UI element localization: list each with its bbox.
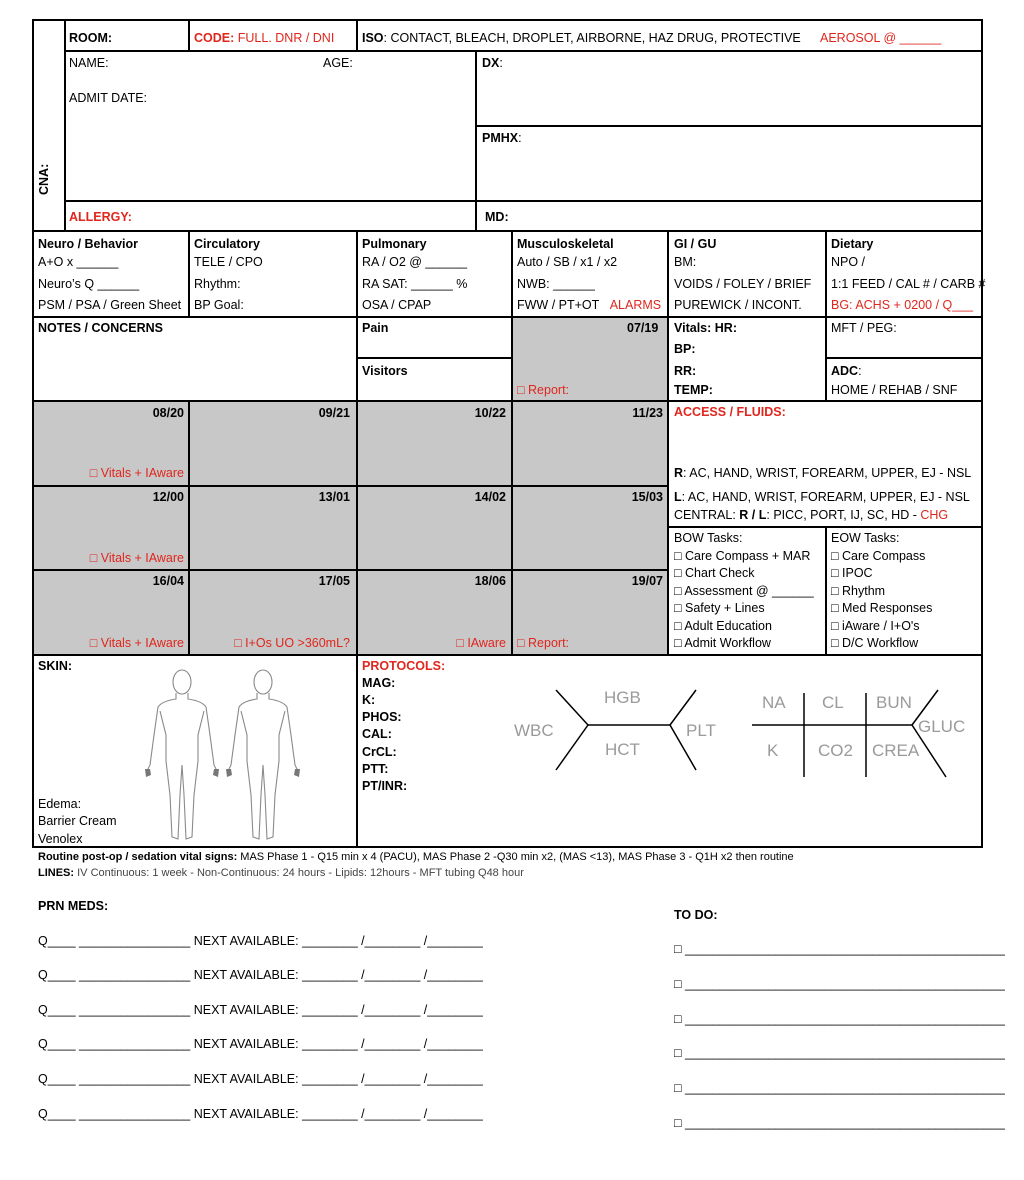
prn-med-row[interactable]: Q____ ________________ NEXT AVAILABLE: ________ /________ /________ [38, 1037, 483, 1051]
code-status: CODE: FULL. DNR / DNI [194, 31, 335, 45]
hgb-label: HGB [604, 688, 641, 707]
wbc-label: WBC [514, 721, 554, 740]
todo-item[interactable]: □ ______________________________________________ [674, 977, 1005, 991]
routine-vitals-note: Routine post-op / sedation vital signs: MAS Phase 1 - Q15 min x 4 (PACU), MAS Phase 2 -Q30 min x2, (MAS <13), MAS Phase 3 - Q1H x2 then routine [38, 851, 794, 863]
age-label: AGE: [323, 56, 353, 70]
eow-task-item: □ Rhythm [831, 583, 886, 598]
time-label: 07/19 [627, 321, 659, 335]
todo-item[interactable]: □ ______________________________________________ [674, 1046, 1005, 1060]
visitors-label: Visitors [362, 364, 408, 378]
protocol-item: K: [362, 693, 376, 707]
pain-label: Pain [362, 321, 389, 335]
todo-item[interactable]: □ ______________________________________________ [674, 1012, 1005, 1026]
prn-med-row[interactable]: Q____ ________________ NEXT AVAILABLE: ________ /________ /________ [38, 1003, 483, 1017]
report-checkbox: □ Report: [517, 383, 570, 397]
report-checkbox: □ Report: [517, 636, 570, 650]
eow-task-item: □ Care Compass [831, 548, 926, 563]
notes-label: NOTES / CONCERNS [38, 321, 164, 335]
aerosol-field: AEROSOL @ ______ [820, 31, 942, 45]
protocol-item: MAG: [362, 676, 396, 690]
bow-task-item: □ Admit Workflow [674, 636, 771, 650]
name-label: NAME: [69, 56, 109, 70]
prn-med-row[interactable]: Q____ ________________ NEXT AVAILABLE: ________ /________ /________ [38, 934, 483, 948]
lines-note: LINES: IV Continuous: 1 week - Non-Continuous: 24 hours - Lipids: 12hours - MFT tubing Q48 hour [38, 867, 524, 879]
mft-label: MFT / PEG: [831, 321, 897, 335]
isolation-precautions: ISO: CONTACT, BLEACH, DROPLET, AIRBORNE, HAZ DRUG, PROTECTIVE [362, 31, 801, 45]
md-label: MD: [485, 210, 509, 224]
skin-label: SKIN: [38, 659, 73, 673]
prn-med-row[interactable]: Q____ ________________ NEXT AVAILABLE: ________ /________ /________ [38, 1072, 483, 1086]
todo-title: TO DO: [674, 908, 718, 922]
protocol-item: PT/INR: [362, 779, 408, 793]
bow-task-item: □ Safety + Lines [674, 601, 765, 615]
bow-task-item: □ Assessment @ ______ [674, 583, 814, 598]
bow-task-item: □ Care Compass + MAR [674, 548, 811, 563]
co2-label: CO2 [818, 741, 853, 760]
edema-label: Edema: [38, 797, 82, 811]
prn-med-row[interactable]: Q____ ________________ NEXT AVAILABLE: ________ /________ /________ [38, 968, 483, 982]
prn-med-row[interactable]: Q____ ________________ NEXT AVAILABLE: ________ /________ /________ [38, 1107, 483, 1121]
cna-label: CNA: [37, 163, 51, 195]
access-central: CENTRAL: R / L: PICC, PORT, IJ, SC, HD - CHG [674, 508, 949, 522]
adc-label: ADC: [831, 364, 862, 378]
eow-task-item: □ Med Responses [831, 601, 933, 615]
protocols-title: PROTOCOLS: [362, 659, 446, 673]
access-right: R: AC, HAND, WRIST, FOREARM, UPPER, EJ - NSL [674, 466, 972, 480]
todo-item[interactable]: □ ______________________________________________ [674, 942, 1005, 956]
protocol-item: CAL: [362, 727, 392, 741]
vitals-checkbox: □ Vitals + IAware [89, 636, 184, 650]
eow-task-item: □ iAware / I+O's [831, 618, 920, 633]
eow-task-item: □ D/C Workflow [831, 636, 919, 650]
pmhx-label: PMHX: [482, 131, 522, 145]
protocol-item: PHOS: [362, 710, 402, 724]
dx-label: DX: [482, 56, 503, 70]
vitals-checkbox: □ Vitals + IAware [89, 466, 184, 480]
room-label: ROOM: [69, 31, 113, 45]
vitals-checkbox: □ Vitals + IAware [89, 551, 184, 565]
body-outline-icon [140, 665, 310, 845]
todo-item[interactable]: □ ______________________________________________ [674, 1081, 1005, 1095]
gluc-label: GLUC [918, 717, 966, 736]
hct-label: HCT [605, 740, 640, 759]
crea-label: CREA [872, 741, 920, 760]
protocol-item: CrCL: [362, 745, 397, 759]
plt-label: PLT [686, 721, 716, 740]
cl-label: CL [822, 693, 844, 712]
protocol-item: PTT: [362, 762, 389, 776]
bow-task-item: □ Chart Check [674, 566, 755, 580]
bp-label: BP: [674, 342, 696, 356]
venolex-label: Venolex [38, 832, 83, 846]
barrier-cream-label: Barrier Cream [38, 814, 117, 828]
todo-item[interactable]: □ ______________________________________________ [674, 1116, 1005, 1130]
rr-label: RR: [674, 364, 697, 378]
vitals-hr-label: Vitals: HR: [674, 321, 737, 335]
allergy-label: ALLERGY: [69, 210, 132, 224]
access-left: L: AC, HAND, WRIST, FOREARM, UPPER, EJ - NSL [674, 490, 970, 504]
ios-checkbox: □ I+Os UO >360mL? [234, 636, 350, 650]
admit-date-label: ADMIT DATE: [69, 91, 148, 105]
iaware-checkbox: □ IAware [456, 636, 506, 650]
k-label: K [767, 741, 779, 760]
eow-task-item: □ IPOC [831, 566, 873, 580]
access-fluids-title: ACCESS / FLUIDS: [674, 405, 786, 419]
prn-meds-title: PRN MEDS: [38, 899, 109, 913]
bun-label: BUN [876, 693, 912, 712]
bow-task-item: □ Adult Education [674, 618, 772, 633]
na-label: NA [762, 693, 786, 712]
temp-label: TEMP: [674, 383, 713, 397]
adc-options: HOME / REHAB / SNF [831, 383, 958, 397]
